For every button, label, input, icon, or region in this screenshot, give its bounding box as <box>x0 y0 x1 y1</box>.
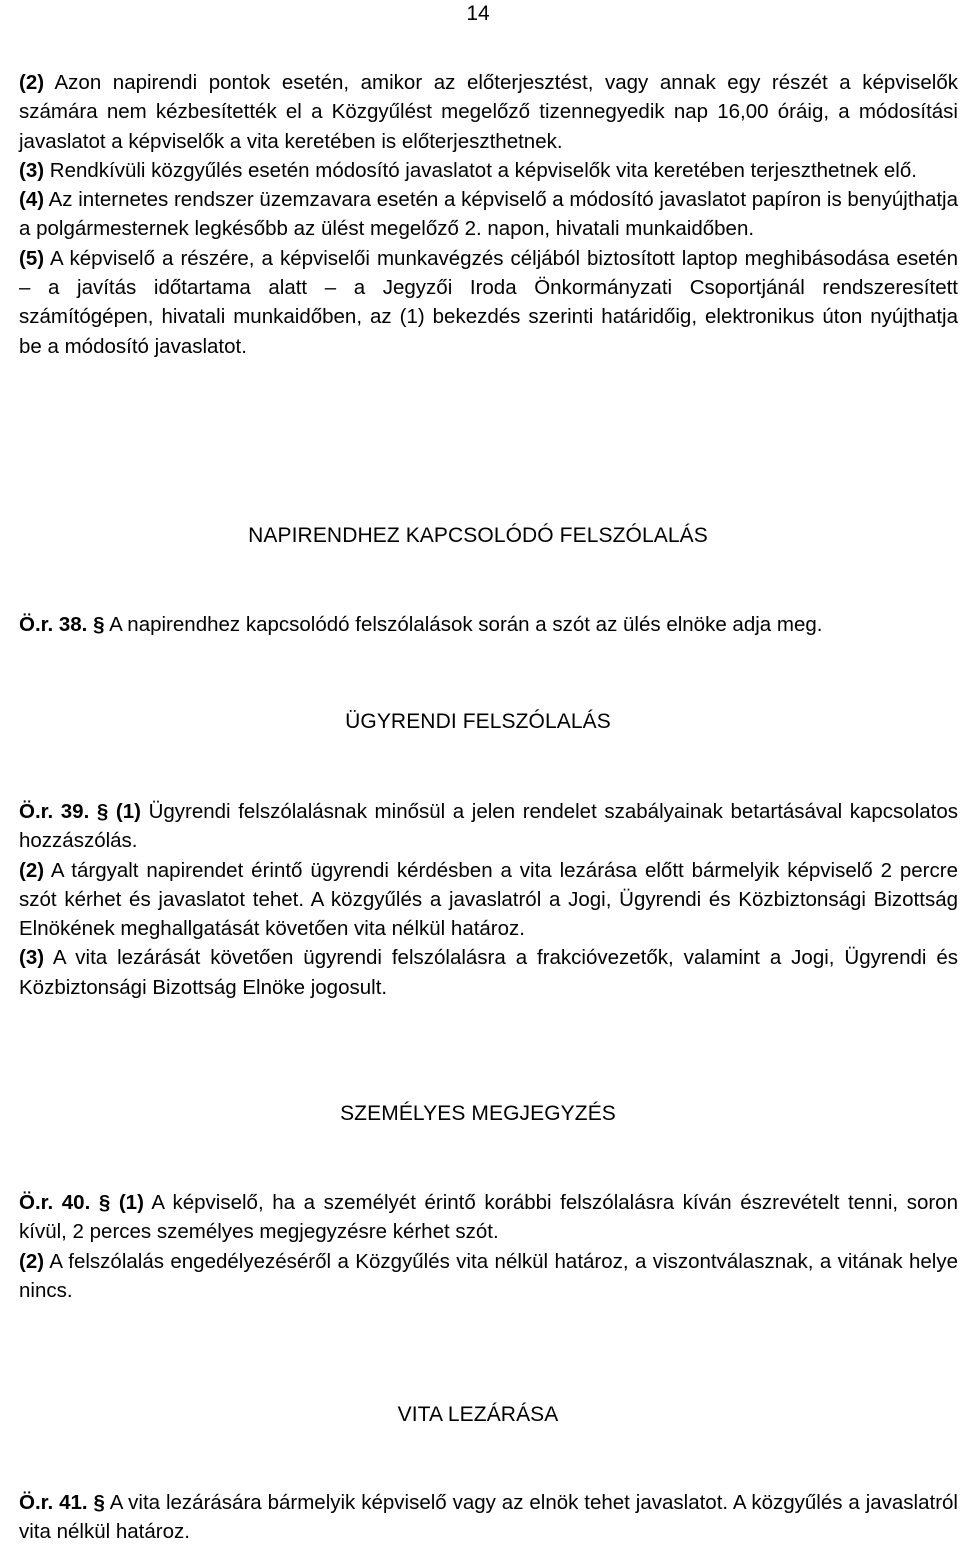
section-label: Ö.r. 40. <box>19 1191 91 1214</box>
paragraph-number: (1) <box>118 1191 144 1214</box>
paragraph-number: (3) <box>19 158 45 182</box>
section-40 <box>0 1188 958 1305</box>
paragraph-number: (2) <box>19 71 45 94</box>
page-number: 14 <box>466 2 490 25</box>
section-sign: § <box>98 1191 111 1214</box>
intro-paragraphs <box>0 68 958 361</box>
paragraph-text: A felszólalás engedélyezéséről a Közgyűlés vita nélkül határoz, a viszontválasznak, a vitának helye nincs. <box>19 1249 958 1302</box>
paragraph-number: (4) <box>19 188 45 212</box>
paragraph-4 <box>0 185 958 244</box>
paragraph-text: Azon napirendi pontok esetén, amikor az előterjesztést, vagy annak egy részét a képviselők számára nem kézbesítették el a Közgyűlést megelőző tizennegyedik nap 16,00 óráig, a módosítási javaslatot a képviselők a vita keretében is előterjeszthetnek. <box>19 71 958 153</box>
paragraph-2 <box>0 68 958 156</box>
paragraph-5 <box>0 244 958 361</box>
paragraph-text: A vita lezárását követően ügyrendi felszólalásra a frakcióvezetők, valamint a Jogi, Ügyrendi és Közbiztonsági Bizottság Elnöke jogosult. <box>19 946 958 999</box>
section-39-par-1 <box>0 797 958 856</box>
section-heading-39: ÜGYRENDI FELSZÓLALÁS <box>345 710 611 733</box>
section-39 <box>0 797 958 1002</box>
section-41-body <box>0 1488 958 1547</box>
section-sign: § <box>96 800 109 823</box>
paragraph-text: Az internetes rendszer üzemzavara esetén a képviselő a módosító javaslatot papíron is benyújthatja a polgármesternek legkésőbb az ülést megelőző 2. napon, hivatali munkaidőben. <box>19 188 958 241</box>
paragraph-number: (3) <box>19 946 45 970</box>
paragraph-3 <box>0 156 958 185</box>
section-text: A napirendhez kapcsolódó felszólalások során a szót az ülés elnöke adja meg. <box>104 613 823 636</box>
section-sign: § <box>93 613 105 636</box>
section-sign: § <box>93 1491 105 1514</box>
section-label: Ö.r. 39. <box>19 800 90 823</box>
section-heading-40: SZEMÉLYES MEGJEGYZÉS <box>340 1102 616 1125</box>
section-39-par-2 <box>0 856 958 944</box>
section-39-par-3 <box>0 943 958 1002</box>
paragraph-number: (5) <box>19 246 45 270</box>
paragraph-number: (1) <box>115 800 141 823</box>
section-38 <box>0 610 958 639</box>
paragraph-text: Rendkívüli közgyűlés esetén módosító javaslatot a képviselők vita keretében terjeszthetnek elő. <box>44 158 917 182</box>
section-40-par-2 <box>0 1247 958 1306</box>
section-label: Ö.r. 38. <box>19 613 88 636</box>
paragraph-text: Ügyrendi felszólalásnak minősül a jelen rendelet szabályainak betartásával kapcsolatos hozzászólás. <box>19 800 959 853</box>
section-40-par-1 <box>0 1188 958 1247</box>
paragraph-text: A képviselő a részére, a képviselői munkavégzés céljából biztosított laptop meghibásodása esetén – a javítás időtartama alatt – a Jegyzői Iroda Önkormányzati Csoportjánál rendszeresített számítógépen, hivatali munkaidőben, az (1) bekezdés szerinti határidőig, elektronikus úton nyújthatja be a módosító javaslatot. <box>19 246 958 358</box>
section-label: Ö.r. 41. <box>19 1491 88 1514</box>
section-41 <box>0 1488 958 1547</box>
paragraph-text: A tárgyalt napirendet érintő ügyrendi kérdésben a vita lezárása előtt bármelyik képviselő 2 percre szót kérhet és javaslatot tehet. A közgyűlés a javaslatról a Jogi, Ügyrendi és Közbiztonsági Bizottság Elnökének meghallgatását követően vita nélkül határoz. <box>19 858 958 941</box>
section-heading-41: VITA LEZÁRÁSA <box>397 1403 559 1426</box>
paragraph-number: (2) <box>19 1249 45 1273</box>
paragraph-number: (2) <box>19 858 45 882</box>
paragraph-text: A képviselő, ha a személyét érintő korábbi felszólalásra kíván észrevételt tenni, soron kívül, 2 perces személyes megjegyzésre kérhet szót. <box>19 1191 958 1244</box>
section-38-body <box>0 610 958 639</box>
section-heading-38: NAPIRENDHEZ KAPCSOLÓDÓ FELSZÓLALÁS <box>248 524 708 547</box>
section-text: A vita lezárására bármelyik képviselő vagy az elnök tehet javaslatot. A közgyűlés a javaslatról vita nélkül határoz. <box>19 1491 958 1544</box>
